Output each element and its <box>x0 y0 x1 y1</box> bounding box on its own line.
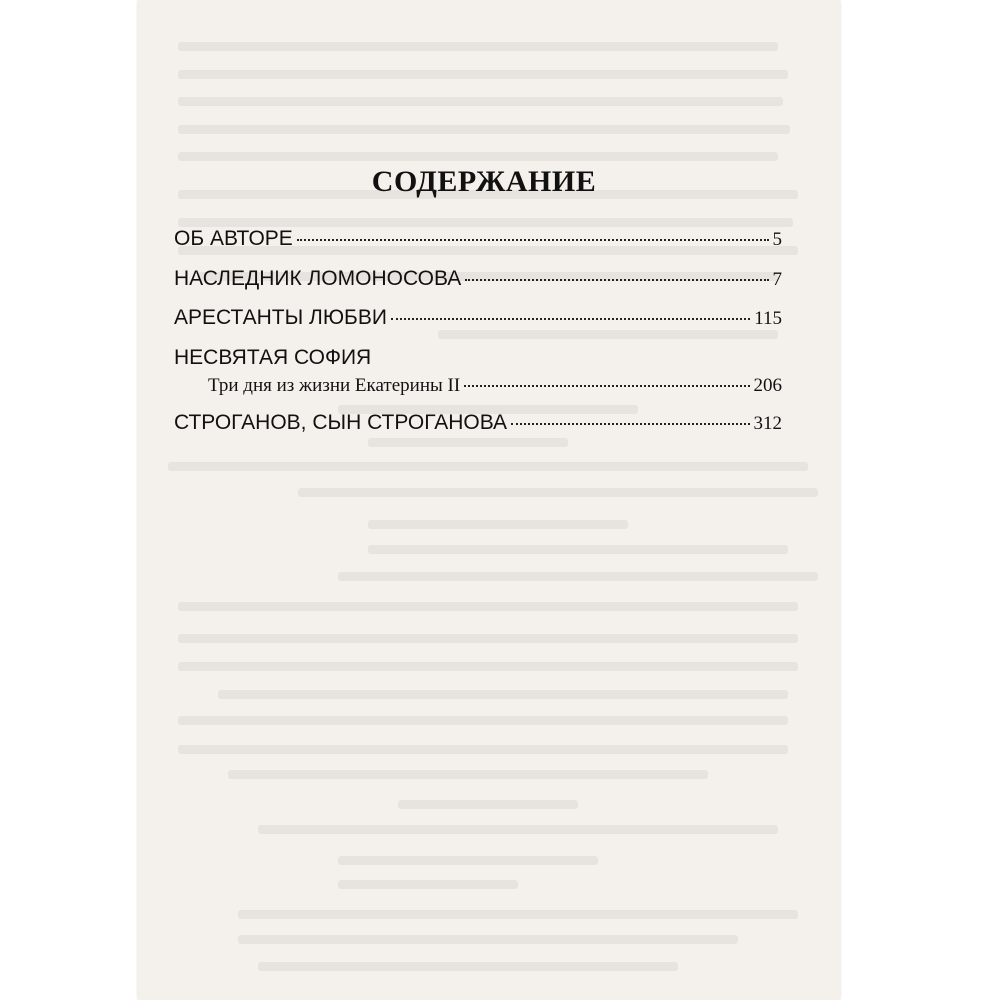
toc-entry-title: АРЕСТАНТЫ ЛЮБВИ <box>174 306 387 329</box>
toc-title: СОДЕРЖАНИЕ <box>371 165 597 198</box>
dot-leader <box>297 239 769 241</box>
dot-leader <box>511 423 749 425</box>
toc-entry-page: 206 <box>753 375 782 396</box>
toc-entry-arestanty-lyubvi[interactable] <box>174 306 782 330</box>
toc-subentry-tri-dnya[interactable] <box>208 375 782 397</box>
toc-entry-nesvyataya-sofiya[interactable]: НЕСВЯТАЯ СОФИЯ <box>174 346 372 369</box>
toc-entry-ob-avtore[interactable] <box>174 227 782 251</box>
toc-entry-stroganov[interactable] <box>174 411 782 435</box>
dot-leader <box>464 385 749 387</box>
toc-entry-title: НАСЛЕДНИК ЛОМОНОСОВА <box>174 267 462 290</box>
toc-entry-page: 5 <box>772 229 782 250</box>
dot-leader <box>391 318 750 320</box>
toc-entry-page: 115 <box>754 308 782 329</box>
toc-entry-page: 7 <box>772 269 782 290</box>
toc-entry-title: ОБ АВТОРЕ <box>174 227 293 250</box>
toc-entry-title: СТРОГАНОВ, СЫН СТРОГАНОВА <box>174 411 508 434</box>
book-page <box>138 0 840 1000</box>
toc-entry-page: 312 <box>753 413 782 434</box>
toc-entry-title: Три дня из жизни Екатерины II <box>208 375 461 396</box>
dot-leader <box>465 279 768 281</box>
toc-entry-naslednik-lomonosova[interactable] <box>174 267 782 291</box>
bleed-through-text <box>138 0 840 1000</box>
